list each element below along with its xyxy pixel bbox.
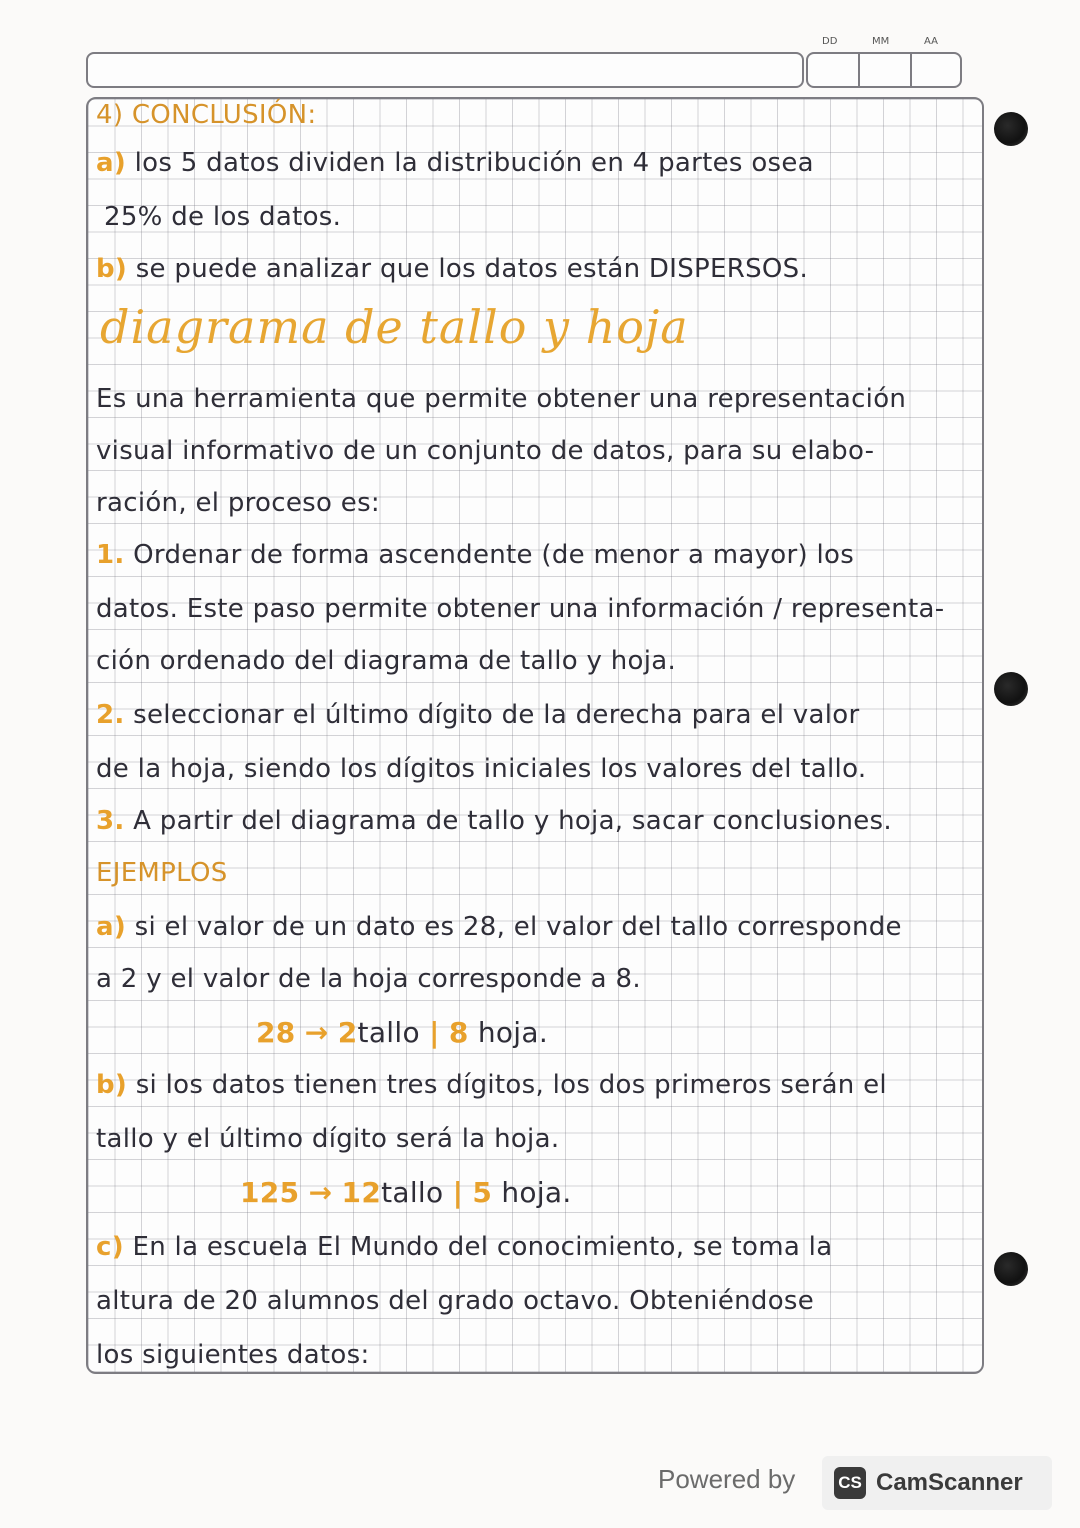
eq-a-stem-label: tallo bbox=[357, 1016, 420, 1049]
date-label-aa: AA bbox=[924, 36, 938, 47]
eq-b-bar: | bbox=[452, 1176, 464, 1209]
punch-hole bbox=[994, 672, 1028, 706]
step-1-text: Ordenar de forma ascendente (de menor a mayor) los bbox=[133, 540, 855, 570]
date-separator bbox=[910, 54, 912, 86]
eq-a-leaf-label: hoja. bbox=[477, 1016, 549, 1049]
date-label-dd: DD bbox=[822, 36, 838, 47]
item-a-text: los 5 datos dividen la distribución en 4 partes osea bbox=[134, 148, 814, 178]
example-c-line bbox=[96, 1232, 832, 1262]
example-a-equation bbox=[256, 1018, 548, 1048]
eq-a-leaf: 8 bbox=[448, 1016, 469, 1049]
item-a-prefix: a) bbox=[96, 148, 127, 178]
step-3-number: 3. bbox=[96, 806, 125, 836]
date-label-mm: MM bbox=[872, 36, 890, 47]
eq-b-arrow: → bbox=[308, 1176, 333, 1209]
step-2-text: seleccionar el último dígito de la derecha para el valor bbox=[133, 700, 860, 730]
camscanner-badge bbox=[822, 1456, 1052, 1510]
example-a-line: a 2 y el valor de la hoja corresponde a 8. bbox=[96, 964, 641, 994]
eq-a-stem: 2 bbox=[337, 1016, 358, 1049]
item-b-line bbox=[96, 254, 808, 284]
eq-a-number: 28 bbox=[256, 1016, 296, 1049]
step-2-number: 2. bbox=[96, 700, 125, 730]
eq-b-stem-label: tallo bbox=[381, 1176, 444, 1209]
eq-b-stem: 12 bbox=[341, 1176, 382, 1209]
item-b-text: se puede analizar que los datos están DISPERSOS. bbox=[135, 254, 809, 284]
step-3-line bbox=[96, 806, 892, 836]
example-b-line: tallo y el último dígito será la hoja. bbox=[96, 1124, 560, 1154]
conclusion-heading: 4) CONCLUSIÓN: bbox=[96, 100, 317, 130]
step-1-line bbox=[96, 540, 854, 570]
step-1-number: 1. bbox=[96, 540, 125, 570]
example-a-text: si el valor de un dato es 28, el valor del tallo corresponde bbox=[134, 912, 902, 942]
punch-hole bbox=[994, 1252, 1028, 1286]
date-field-box bbox=[806, 52, 962, 88]
item-a-line bbox=[96, 148, 814, 178]
punch-hole bbox=[994, 112, 1028, 146]
example-c-line: los siguientes datos: bbox=[96, 1340, 370, 1370]
eq-a-bar: | bbox=[429, 1016, 440, 1049]
item-a-line2: 25% de los datos. bbox=[104, 202, 342, 232]
example-b-text: si los datos tienen tres dígitos, los dos primeros serán el bbox=[135, 1070, 887, 1100]
date-separator bbox=[858, 54, 860, 86]
step-2-line bbox=[96, 700, 859, 730]
item-b-prefix: b) bbox=[96, 254, 128, 284]
example-c-text: En la escuela El Mundo del conocimiento, se toma la bbox=[132, 1232, 833, 1262]
intro-line: ración, el proceso es: bbox=[96, 488, 380, 518]
eq-b-number: 125 bbox=[240, 1176, 300, 1209]
page-title: diagrama de tallo y hoja bbox=[100, 300, 689, 354]
intro-line: Es una herramienta que permite obtener una representación bbox=[96, 384, 907, 414]
examples-heading: EJEMPLOS bbox=[96, 858, 228, 888]
example-c-line: altura de 20 alumnos del grado octavo. Obteniéndose bbox=[96, 1286, 815, 1316]
camscanner-logo: CS bbox=[834, 1467, 866, 1499]
title-field-box bbox=[86, 52, 804, 88]
example-b-line bbox=[96, 1070, 887, 1100]
step-3-text: A partir del diagrama de tallo y hoja, sacar conclusiones. bbox=[133, 806, 892, 836]
step-2-line: de la hoja, siendo los dígitos iniciales los valores del tallo. bbox=[96, 754, 867, 784]
step-1-line: ción ordenado del diagrama de tallo y hoja. bbox=[96, 646, 677, 676]
example-b-prefix: b) bbox=[96, 1070, 128, 1100]
intro-line: visual informativo de un conjunto de datos, para su elabo- bbox=[96, 436, 875, 466]
eq-b-leaf-label: hoja. bbox=[501, 1176, 572, 1209]
powered-by-text: Powered by bbox=[658, 1464, 796, 1494]
example-c-prefix: c) bbox=[96, 1232, 124, 1262]
eq-b-leaf: 5 bbox=[472, 1176, 493, 1209]
camscanner-brand: CamScanner bbox=[876, 1469, 1023, 1496]
step-1-line: datos. Este paso permite obtener una información / representa- bbox=[96, 594, 945, 624]
example-a-prefix: a) bbox=[96, 912, 127, 942]
eq-a-arrow: → bbox=[304, 1016, 329, 1049]
example-b-equation bbox=[240, 1178, 572, 1208]
example-a-line bbox=[96, 912, 902, 942]
